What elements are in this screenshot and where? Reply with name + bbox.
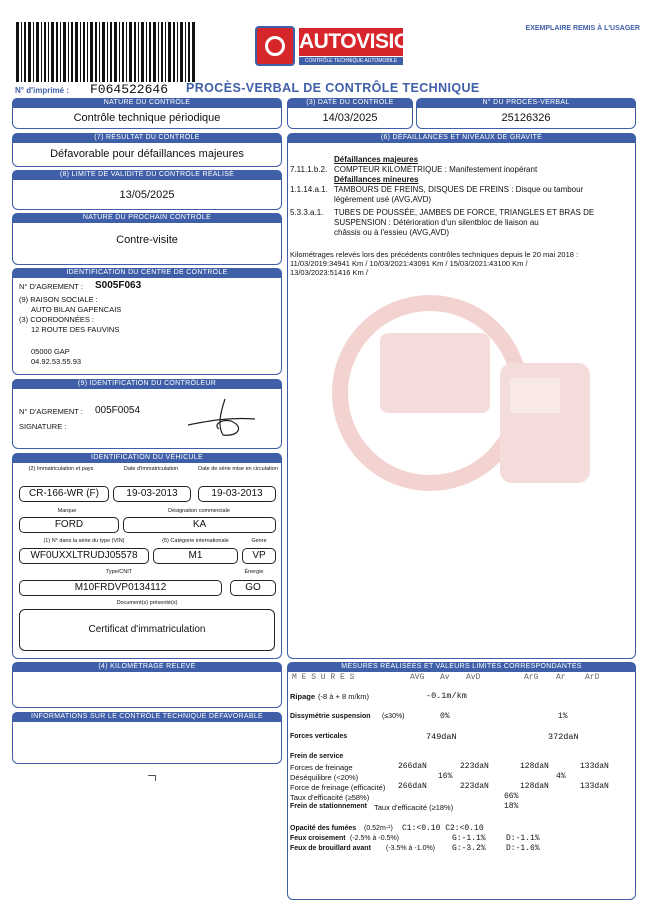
ffe-avg: 266daN: [398, 782, 427, 791]
autovision-logo: [255, 26, 425, 70]
ffe-arg: 128daN: [520, 782, 549, 791]
min1-text-b: légèrement usé (AVG,AVD): [334, 195, 432, 204]
pv-value: 25126326: [501, 112, 551, 124]
deseq-av: 16%: [438, 772, 453, 781]
feux-crois-label: Feux croisement: [290, 835, 346, 842]
resultat-value: Défavorable pour défaillances majeures: [50, 148, 244, 160]
min2-code: 5.3.3.a.1.: [290, 208, 324, 217]
taux-stat-value: 18%: [504, 802, 519, 811]
docs-label: Document(s) présenté(s): [116, 600, 178, 606]
majeures-title: Défaillances majeures: [334, 155, 419, 164]
forces-vert-av: 749daN: [426, 732, 457, 742]
controleur-box: [12, 389, 282, 449]
date-serie-label: Date de série mise en circulation: [198, 466, 278, 472]
limite-box: [12, 180, 282, 210]
pv-box: [416, 108, 636, 129]
maj1-text: COMPTEUR KILOMÉTRIQUE : Manifestement inopérant: [334, 165, 538, 174]
signature: [183, 395, 263, 440]
km-history-2: 11/03/2019:34941 Km / 10/03/2021:43091 Km / 15/03/2021:43100 Km /: [290, 259, 528, 268]
vin-value: WF0UXXLTRUDJ05578: [19, 548, 149, 564]
type-label: Type/CNIT: [105, 569, 133, 575]
ffe-avd: 223daN: [460, 782, 489, 791]
phone: 04.92.53.55.93: [31, 357, 82, 366]
resultat-header: (7) RÉSULTAT DU CONTRÔLE: [12, 133, 282, 143]
info-box: [12, 722, 282, 764]
barcode: [16, 22, 196, 82]
col-avg: AVG: [410, 673, 425, 682]
vehicule-header: IDENTIFICATION DU VÉHICULE: [12, 453, 282, 463]
ff-arg: 128daN: [520, 762, 549, 771]
nature-header: NATURE DU CONTRÔLE: [12, 98, 282, 108]
dissym-av: 0%: [440, 712, 450, 721]
designation-label: Désignation commerciale: [168, 508, 230, 514]
frein-stat-label: Frein de stationnement: [290, 803, 368, 810]
dissym-limit: (≤30%): [382, 713, 405, 720]
vehicule-box: [12, 463, 282, 659]
address-line: 12 ROUTE DES FAUVINS: [31, 325, 120, 334]
centre-agrement-value: S005F063: [95, 280, 142, 291]
feux-crois-limit: (-2.5% à -0.5%): [350, 835, 400, 842]
categorie-label: (5) Catégorie internationale: [162, 538, 229, 544]
energie-value: GO: [230, 580, 276, 596]
forces-freinage-label: Forces de freinage: [290, 763, 353, 772]
coord-label: (3) COORDONNÉES :: [19, 315, 95, 324]
immat-value: CR-166-WR (F): [19, 486, 109, 502]
corner-mark: [148, 775, 156, 781]
signature-label: SIGNATURE :: [19, 422, 67, 431]
watermark-car-icon: [320, 273, 620, 533]
min2-text-c: châssis ou à l'essieu (AVG,AVD): [334, 228, 450, 237]
opacite-label: Opacité des fumées: [290, 825, 357, 832]
desequilibre-label: Déséquilibre (<20%): [290, 773, 359, 782]
limite-value: 13/05/2025: [119, 189, 175, 201]
genre-value: VP: [242, 548, 276, 564]
ripage-value: -0.1m/km: [426, 691, 467, 701]
mesures-box: [287, 672, 636, 900]
min2-text-b: SUSPENSION : Détérioration d'un silentbloc de liaison au: [334, 218, 539, 227]
logo-subtitle: CONTRÔLE TECHNIQUE AUTOMOBILE: [299, 57, 403, 65]
ffe-ard: 133daN: [580, 782, 609, 791]
min1-code: 1.1.14.a.1.: [290, 185, 328, 194]
prochain-value: Contre-visite: [116, 234, 178, 246]
defaillances-box: [287, 143, 636, 659]
pv-header: N° DU PROCÈS-VERBAL: [416, 98, 636, 108]
km-box: [12, 672, 282, 708]
type-value: M10FRDVP0134112: [19, 580, 222, 596]
energie-label: Énergie: [244, 569, 264, 575]
controleur-header: (9) IDENTIFICATION DU CONTRÔLEUR: [12, 379, 282, 389]
km-header: (4) KILOMÉTRAGE RELEVÉ: [12, 662, 282, 672]
feux-brouil-limit: (-3.5% à -1.0%): [386, 845, 436, 852]
raison-value: AUTO BILAN GAPENCAIS: [31, 305, 122, 314]
dissym-ar: 1%: [558, 712, 568, 721]
prochain-box: [12, 223, 282, 265]
centre-header: IDENTIFICATION DU CENTRE DE CONTRÔLE: [12, 268, 282, 278]
ripage-label: Ripage: [290, 692, 316, 701]
col-arg: ArG: [524, 673, 539, 682]
imprime-label: N° d'imprimé :: [15, 86, 69, 95]
nature-box: [12, 108, 282, 129]
feux-brouil-label: Feux de brouillard avant: [290, 845, 371, 852]
docs-box: [19, 609, 275, 651]
taux-stat-label: Taux d'efficacité (≥18%): [374, 803, 454, 812]
mesures-header: MESURES RÉALISÉES ET VALEURS LIMITES CORRESPONDANTES: [287, 662, 636, 672]
min2-text-a: TUBES DE POUSSÉE, JAMBES DE FORCE, TRIANGLES ET BRAS DE: [334, 208, 595, 217]
centre-box: [12, 278, 282, 375]
ff-ard: 133daN: [580, 762, 609, 771]
km-history-3: 13/03/2023:51416 Km /: [290, 268, 368, 277]
controleur-agrement-label: N° D'AGREMENT :: [19, 407, 83, 416]
genre-label: Genre: [251, 538, 267, 544]
min1-text-a: TAMBOURS DE FREINS, DISQUES DE FREINS : Disque ou tambour: [334, 185, 584, 194]
km-history-1: Kilométrages relevés lors des précédents contrôles techniques depuis le 20 mai 2018 :: [290, 250, 579, 259]
feux-brouil-d: D:-1.6%: [506, 844, 540, 853]
immat-label: (2) Immatriculation et pays: [28, 466, 94, 472]
mineures-title: Défaillances mineures: [334, 175, 419, 184]
col-ar: Ar: [556, 673, 566, 682]
col-av: Av: [440, 673, 450, 682]
page-title: PROCÈS-VERBAL DE CONTRÔLE TECHNIQUE: [186, 81, 480, 95]
date-box: [287, 108, 413, 129]
categorie-value: M1: [153, 548, 238, 564]
imprime-number: F064522646: [90, 82, 169, 97]
address-city: 05000 GAP: [31, 347, 70, 356]
vin-label: (1) N° dans la série du type (VIN): [43, 538, 125, 544]
date-immat-value: 19-03-2013: [113, 486, 191, 502]
marque-label: Marque: [57, 508, 77, 514]
controleur-agrement-value: 005F0054: [95, 405, 141, 416]
opacite-value: C1:<0.10 C2:<0.10: [402, 824, 484, 833]
resultat-box: [12, 143, 282, 167]
ff-avg: 266daN: [398, 762, 427, 771]
frein-service-label: Frein de service: [290, 753, 344, 760]
limite-header: (8) LIMITE DE VALIDITÉ DU CONTRÔLE RÉALISÉ: [12, 170, 282, 180]
designation-value: KA: [123, 517, 276, 533]
raison-label: (9) RAISON SOCIALE :: [19, 295, 98, 304]
ripage-limit: (-8 à + 8 m/km): [318, 692, 370, 701]
opacite-limit: (0.52m-¹): [364, 825, 393, 832]
defaillances-header: (6) DÉFAILLANCES ET NIVEAUX DE GRAVITÉ: [287, 133, 636, 143]
taux-value: 66%: [504, 792, 519, 801]
date-value: 14/03/2025: [322, 112, 378, 124]
date-serie-value: 19-03-2013: [198, 486, 276, 502]
logo-name: AUTOVISION: [299, 28, 403, 56]
forces-vert-ar: 372daN: [548, 732, 579, 742]
col-avd: AvD: [466, 673, 481, 682]
info-header: INFORMATIONS SUR LE CONTRÔLE TECHNIQUE DÉFAVORABLE: [12, 712, 282, 722]
marque-value: FORD: [19, 517, 119, 533]
feux-brouil-g: G:-3.2%: [452, 844, 486, 853]
date-header: (3) DATE DU CONTRÔLE: [287, 98, 413, 108]
deseq-ar: 4%: [556, 772, 566, 781]
feux-crois-d: D:-1.1%: [506, 834, 540, 843]
taux-label: Taux d'efficacité (≥58%): [290, 793, 370, 802]
prochain-header: NATURE DU PROCHAIN CONTRÔLE: [12, 213, 282, 223]
ff-avd: 223daN: [460, 762, 489, 771]
forces-vert-label: Forces verticales: [290, 733, 348, 740]
col-mesures: M E S U R E S: [292, 673, 355, 682]
docs-value: Certificat d'immatriculation: [88, 624, 206, 635]
exemplaire-note: EXEMPLAIRE REMIS À L'USAGER: [525, 25, 640, 32]
nature-value: Contrôle technique périodique: [73, 112, 221, 124]
col-ard: ArD: [585, 673, 600, 682]
centre-agrement-label: N° D'AGREMENT :: [19, 282, 83, 291]
dissym-label: Dissymétrie suspension: [290, 713, 371, 720]
ff-eff-label: Force de freinage (efficacité): [290, 783, 386, 792]
maj1-code: 7.11.1.b.2.: [290, 165, 328, 174]
feux-crois-g: G:-1.1%: [452, 834, 486, 843]
date-immat-label: Date d'immatriculation: [123, 466, 179, 472]
